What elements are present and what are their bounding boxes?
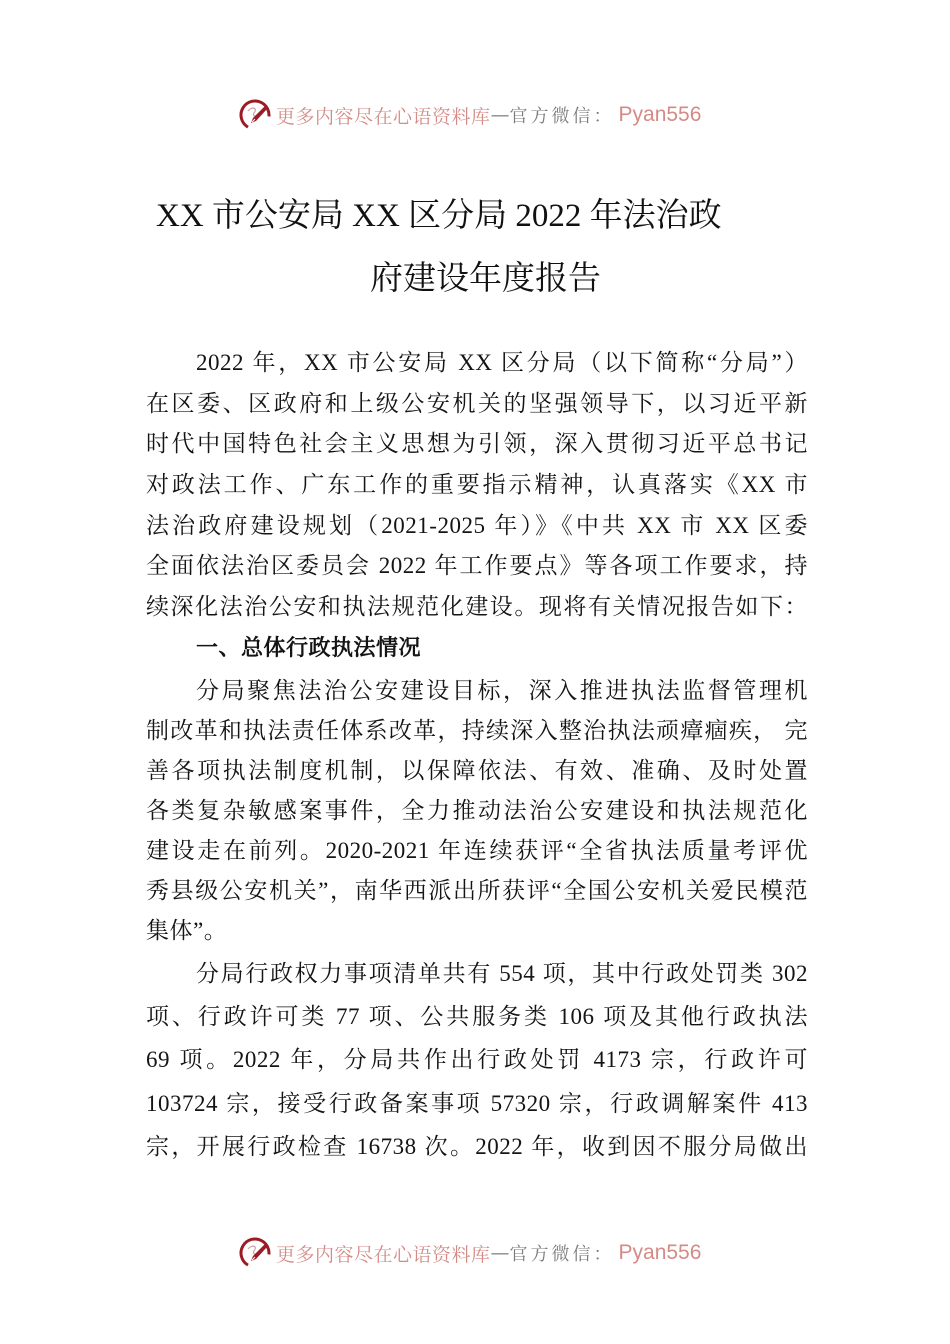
text-line: 建设走在前列。2020-2021 年连续获评“全省执法质量考评优 — [146, 837, 808, 863]
section-heading: 一、总体行政执法情况 — [196, 635, 422, 661]
text-line: 对政法工作、广东工作的重要指示精神，认真落实《XX 市 — [146, 472, 808, 498]
text-line: 分局聚焦法治公安建设目标，深入推进执法监督管理机 — [196, 677, 808, 703]
watermark-official-label: 官方微信： — [509, 1244, 615, 1265]
text-line: 续深化法治公安和执法规范化建设。现将有关情况报告如下： — [146, 594, 808, 620]
text-line: 各类复杂敏感案事件，全力推动法治公安建设和执法规范化 — [146, 797, 808, 823]
watermark-wechat-id: Pyan556 — [618, 1241, 702, 1264]
text-line: 法治政府建设规划（2021-2025 年）》《中共 XX 市 XX 区委 — [146, 512, 808, 538]
paragraph-intro — [146, 343, 808, 628]
header-watermark — [238, 95, 701, 135]
text-line: 全面依法治区委员会 2022 年工作要点》等各项工作要求，持 — [146, 553, 808, 579]
text-line: 103724 宗，接受行政备案事项 57320 宗，行政调解案件 413 — [146, 1090, 808, 1116]
text-line: 项、行政许可类 77 项、公共服务类 106 项及其他行政执法 — [146, 1004, 808, 1030]
text-line: 宗，开展行政检查 16738 次。2022 年，收到因不服分局做出 — [146, 1134, 808, 1159]
footer-watermark — [238, 1233, 701, 1273]
quill-pen-icon — [238, 98, 272, 132]
document-title-line-1: XX 市公安局 XX 区分局 2022 年法治政 — [156, 198, 722, 234]
watermark-dash: — — [490, 104, 510, 126]
document-title-line-2: 府建设年度报告 — [370, 261, 601, 297]
document-body — [146, 343, 808, 1168]
watermark-dash: — — [490, 1242, 510, 1264]
text-line: 2022 年，XX 市公安局 XX 区分局（以下简称“分局”） — [196, 350, 808, 375]
watermark-brand-text: 更多内容尽在心语资料库 — [276, 1243, 491, 1266]
text-line: 时代中国特色社会主义思想为引领，深入贯彻习近平总书记 — [146, 431, 808, 457]
watermark-official-label: 官方微信： — [509, 106, 615, 127]
watermark-brand-text: 更多内容尽在心语资料库 — [276, 105, 491, 128]
watermark-wechat-id: Pyan556 — [618, 103, 702, 126]
text-line: 善各项执法制度机制，以保障依法、有效、准确、及时处置 — [146, 757, 808, 783]
text-line: 集体”。 — [146, 917, 228, 943]
text-line: 分局行政权力事项清单共有 554 项，其中行政处罚类 302 — [196, 960, 808, 986]
text-line: 在区委、区政府和上级公安机关的坚强领导下，以习近平新 — [146, 390, 808, 416]
text-line: 秀县级公安机关”，南华西派出所获评“全国公安机关爱民模范 — [146, 877, 808, 903]
text-line: 制改革和执法责任体系改革，持续深入整治执法顽瘴痼疾， 完 — [146, 717, 808, 743]
paragraph-statistics — [146, 952, 808, 1168]
text-line: 69 项。2022 年，分局共作出行政处罚 4173 宗，行政许可 — [146, 1047, 808, 1073]
paragraph-enforcement-overview — [146, 671, 808, 951]
quill-pen-icon — [238, 1236, 272, 1270]
